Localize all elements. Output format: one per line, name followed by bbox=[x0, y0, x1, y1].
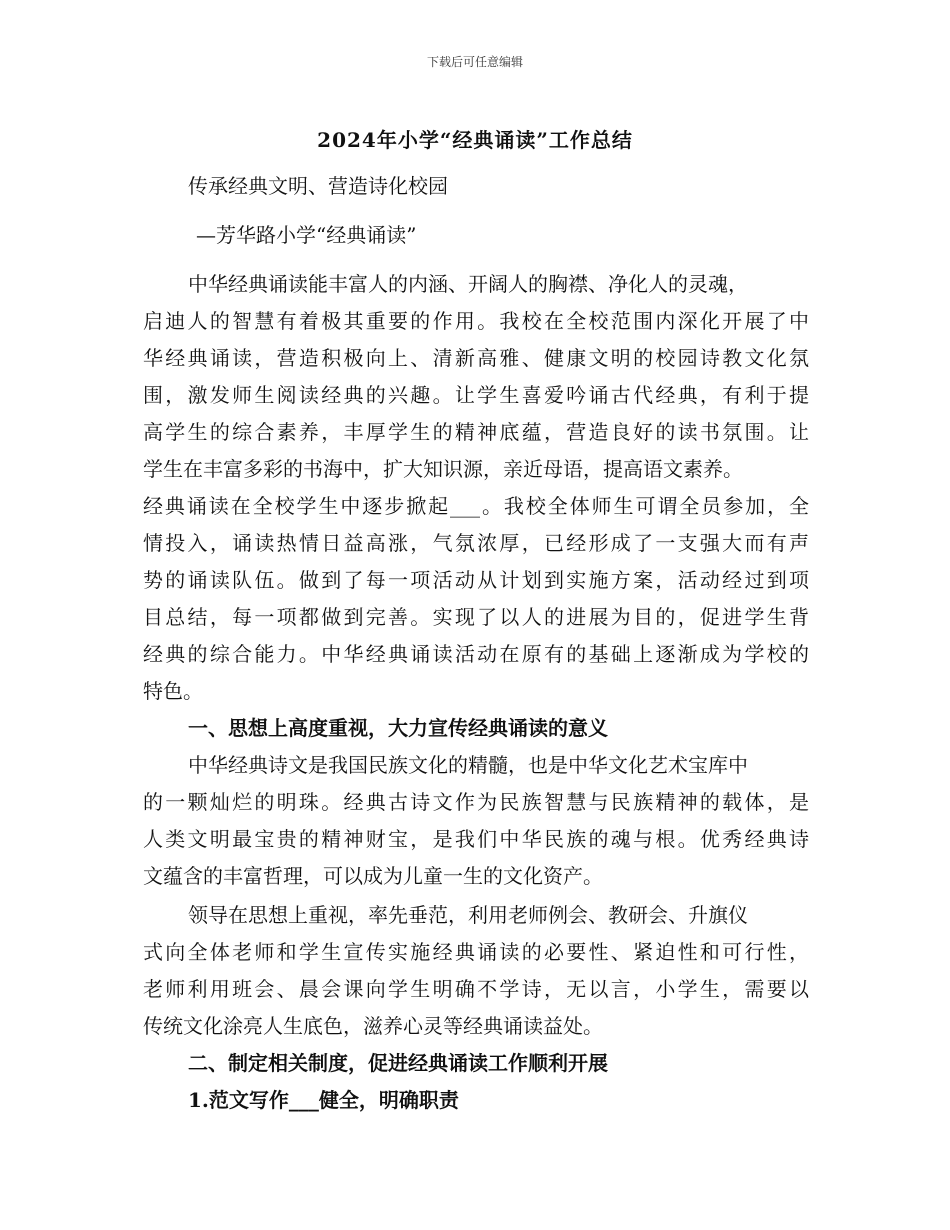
paragraph-1-line: 目总结，每一项都做到完善。实现了以人的进展为目的，促进学生背 bbox=[143, 605, 809, 629]
section-heading-1: 一、思想上高度重视，大力宣传经典诵读的意义 bbox=[188, 716, 608, 740]
paragraph-1-line: 华经典诵读，营造积极向上、清新高雅、健康文明的校园诗教文化氛 bbox=[143, 346, 809, 370]
paragraph-1-line: 启迪人的智慧有着极其重要的作用。我校在全校范围内深化开展了中 bbox=[143, 309, 809, 333]
paragraph-3-line: 传统文化涂亮人生底色，滋养心灵等经典诵读益处。 bbox=[143, 1014, 603, 1038]
paragraph-3-line: 式向全体老师和学生宣传实施经典诵读的必要性、紧迫性和可行性， bbox=[143, 940, 809, 964]
paragraph-2-line: 中华经典诗文是我国民族文化的精髓，也是中华文化艺术宝库中 bbox=[188, 753, 748, 777]
paragraph-3-line: 老师利用班会、晨会课向学生明确不学诗，无以言，小学生，需要以 bbox=[143, 977, 809, 1001]
subtitle-school: —芳华路小学“经典诵读” bbox=[196, 223, 417, 247]
paragraph-2-line: 文蕴含的丰富哲理，可以成为儿童一生的文化资产。 bbox=[143, 864, 603, 888]
paragraph-1-line: 势的诵读队伍。做到了每一项活动从计划到实施方案，活动经过到项 bbox=[143, 568, 809, 592]
paragraph-2-line: 人类文明最宝贵的精神财宝，是我们中华民族的魂与根。优秀经典诗 bbox=[143, 827, 809, 851]
paragraph-3-line: 领导在思想上重视，率先垂范，利用老师例会、教研会、升旗仪 bbox=[188, 903, 748, 927]
paragraph-1-line: 围，激发师生阅读经典的兴趣。让学生喜爱吟诵古代经典，有利于提 bbox=[143, 383, 809, 407]
subsection-heading-1: 1.范文写作___健全，明确职责 bbox=[188, 1088, 459, 1112]
subtitle-motto: 传承经典文明、营造诗化校园 bbox=[188, 174, 448, 198]
section-heading-2: 二、制定相关制度，促进经典诵读工作顺利开展 bbox=[188, 1051, 608, 1075]
paragraph-1-line: 经典诵读在全校学生中逐步掀起___。我校全体师生可谓全员参加，全 bbox=[143, 494, 809, 518]
paragraph-1-line: 经典的综合能力。中华经典诵读活动在原有的基础上逐渐成为学校的 bbox=[143, 642, 809, 666]
paragraph-1-line: 高学生的综合素养，丰厚学生的精神底蕴，营造良好的读书氛围。让 bbox=[143, 420, 809, 444]
paragraph-1-line: 特色。 bbox=[143, 679, 203, 703]
page-header-note: 下载后可任意编辑 bbox=[426, 55, 523, 69]
document-title: 2024年小学“经典诵读”工作总结 bbox=[317, 128, 633, 152]
paragraph-1-line: 中华经典诵读能丰富人的内涵、开阔人的胸襟、净化人的灵魂， bbox=[188, 272, 748, 296]
paragraph-2-line: 的一颗灿烂的明珠。经典古诗文作为民族智慧与民族精神的载体，是 bbox=[143, 790, 809, 814]
paragraph-1-line: 学生在丰富多彩的书海中，扩大知识源，亲近母语，提高语文素养。 bbox=[143, 457, 743, 481]
paragraph-1-line: 情投入，诵读热情日益高涨，气氛浓厚，已经形成了一支强大而有声 bbox=[143, 531, 809, 555]
